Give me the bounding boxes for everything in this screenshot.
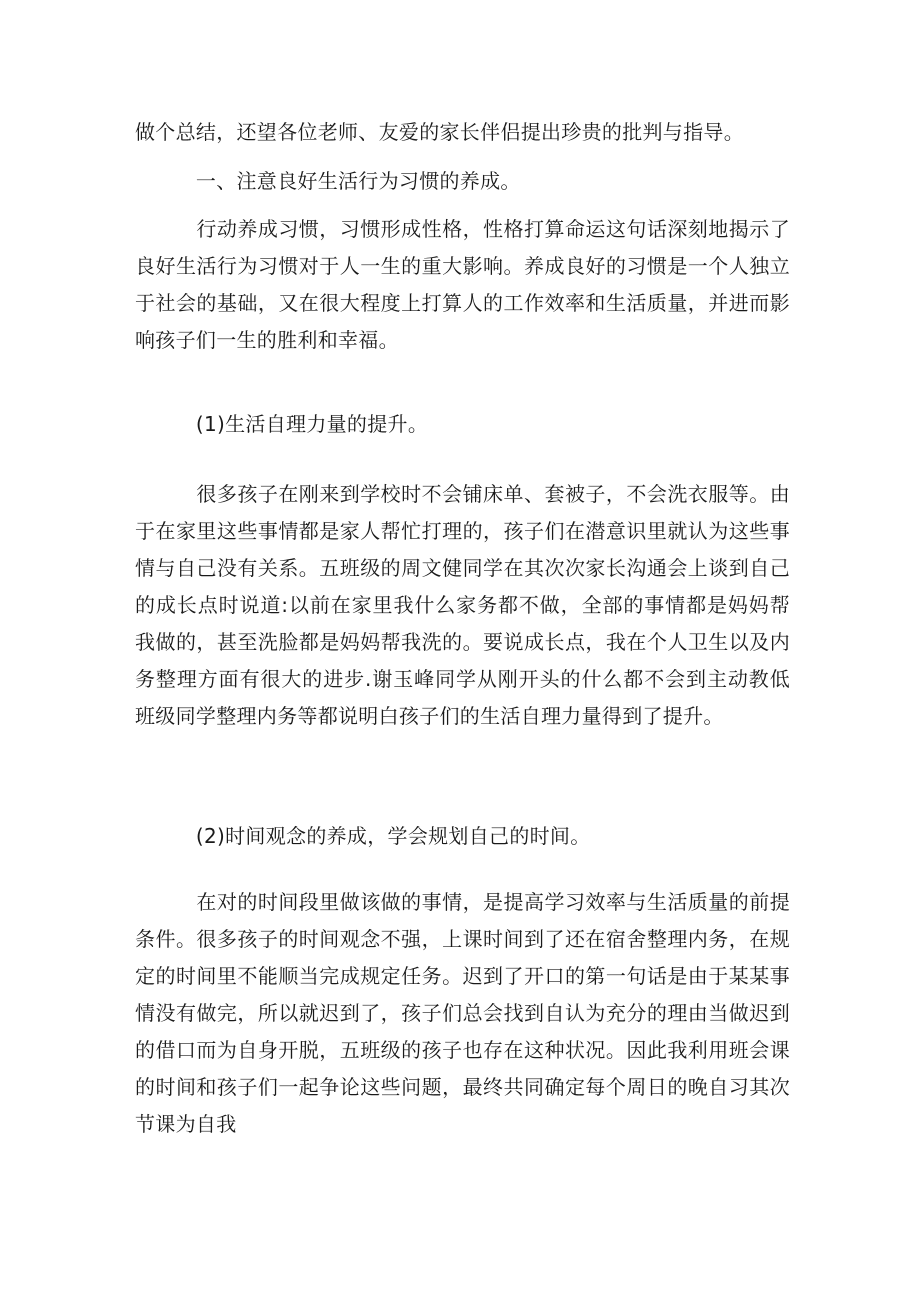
section-heading: 一、注意良好生活行为习惯的养成。 (135, 169, 521, 193)
subheading-self-care: (1)生活自理力量的提升。 (135, 412, 429, 436)
paragraph-self-care: 很多孩子在刚来到学校时不会铺床单、套被子，不会洗衣服等。由于在家里这些事情都是家人帮忙打理的，孩子们在潜意识里就认为这些事情与自己没有关系。五班级的周文健同学在其次次家长沟通会上谈到自己的成长点时说道:以前在家里我什么家务都不做，全部的事情都是妈妈帮我做的，甚至洗脸都是妈妈帮我洗的。要说成长点，我在个人卫生以及内务整理方面有很大的进步.谢玉峰同学从刚开头的什么都不会到主动教低班级同学整理内务等都说明白孩子们的生活自理力量得到了提升。 (135, 482, 790, 728)
paragraph-time-management: 在对的时间段里做该做的事情，是提高学习效率与生活质量的前提条件。很多孩子的时间观念不强，上课时间到了还在宿舍整理内务，在规定的时间里不能顺当完成规定任务。迟到了开口的第一句话是由于某某事情没有做完，所以就迟到了，孩子们总会找到自认为充分的理由当做迟到的借口而为自身开脱，五班级的孩子也存在这种状况。因此我利用班会课的时间和孩子们一起争论这些问题，最终共同确定每个周日的晚自习其次节课为自我 (135, 890, 790, 1136)
subheading-time-management: (2)时间观念的养成，学会规划自己的时间。 (135, 824, 591, 848)
paragraph-habits: 行动养成习惯，习惯形成性格，性格打算命运这句话深刻地揭示了良好生活行为习惯对于人一生的重大影响。养成良好的习惯是一个人独立于社会的基础，又在很大程度上打算人的工作效率和生活质量，并进而影响孩子们一生的胜利和幸福。 (135, 217, 790, 352)
continuation-paragraph: 做个总结，还望各位老师、友爱的家长伴侣提出珍贵的批判与指导。 (135, 120, 744, 144)
